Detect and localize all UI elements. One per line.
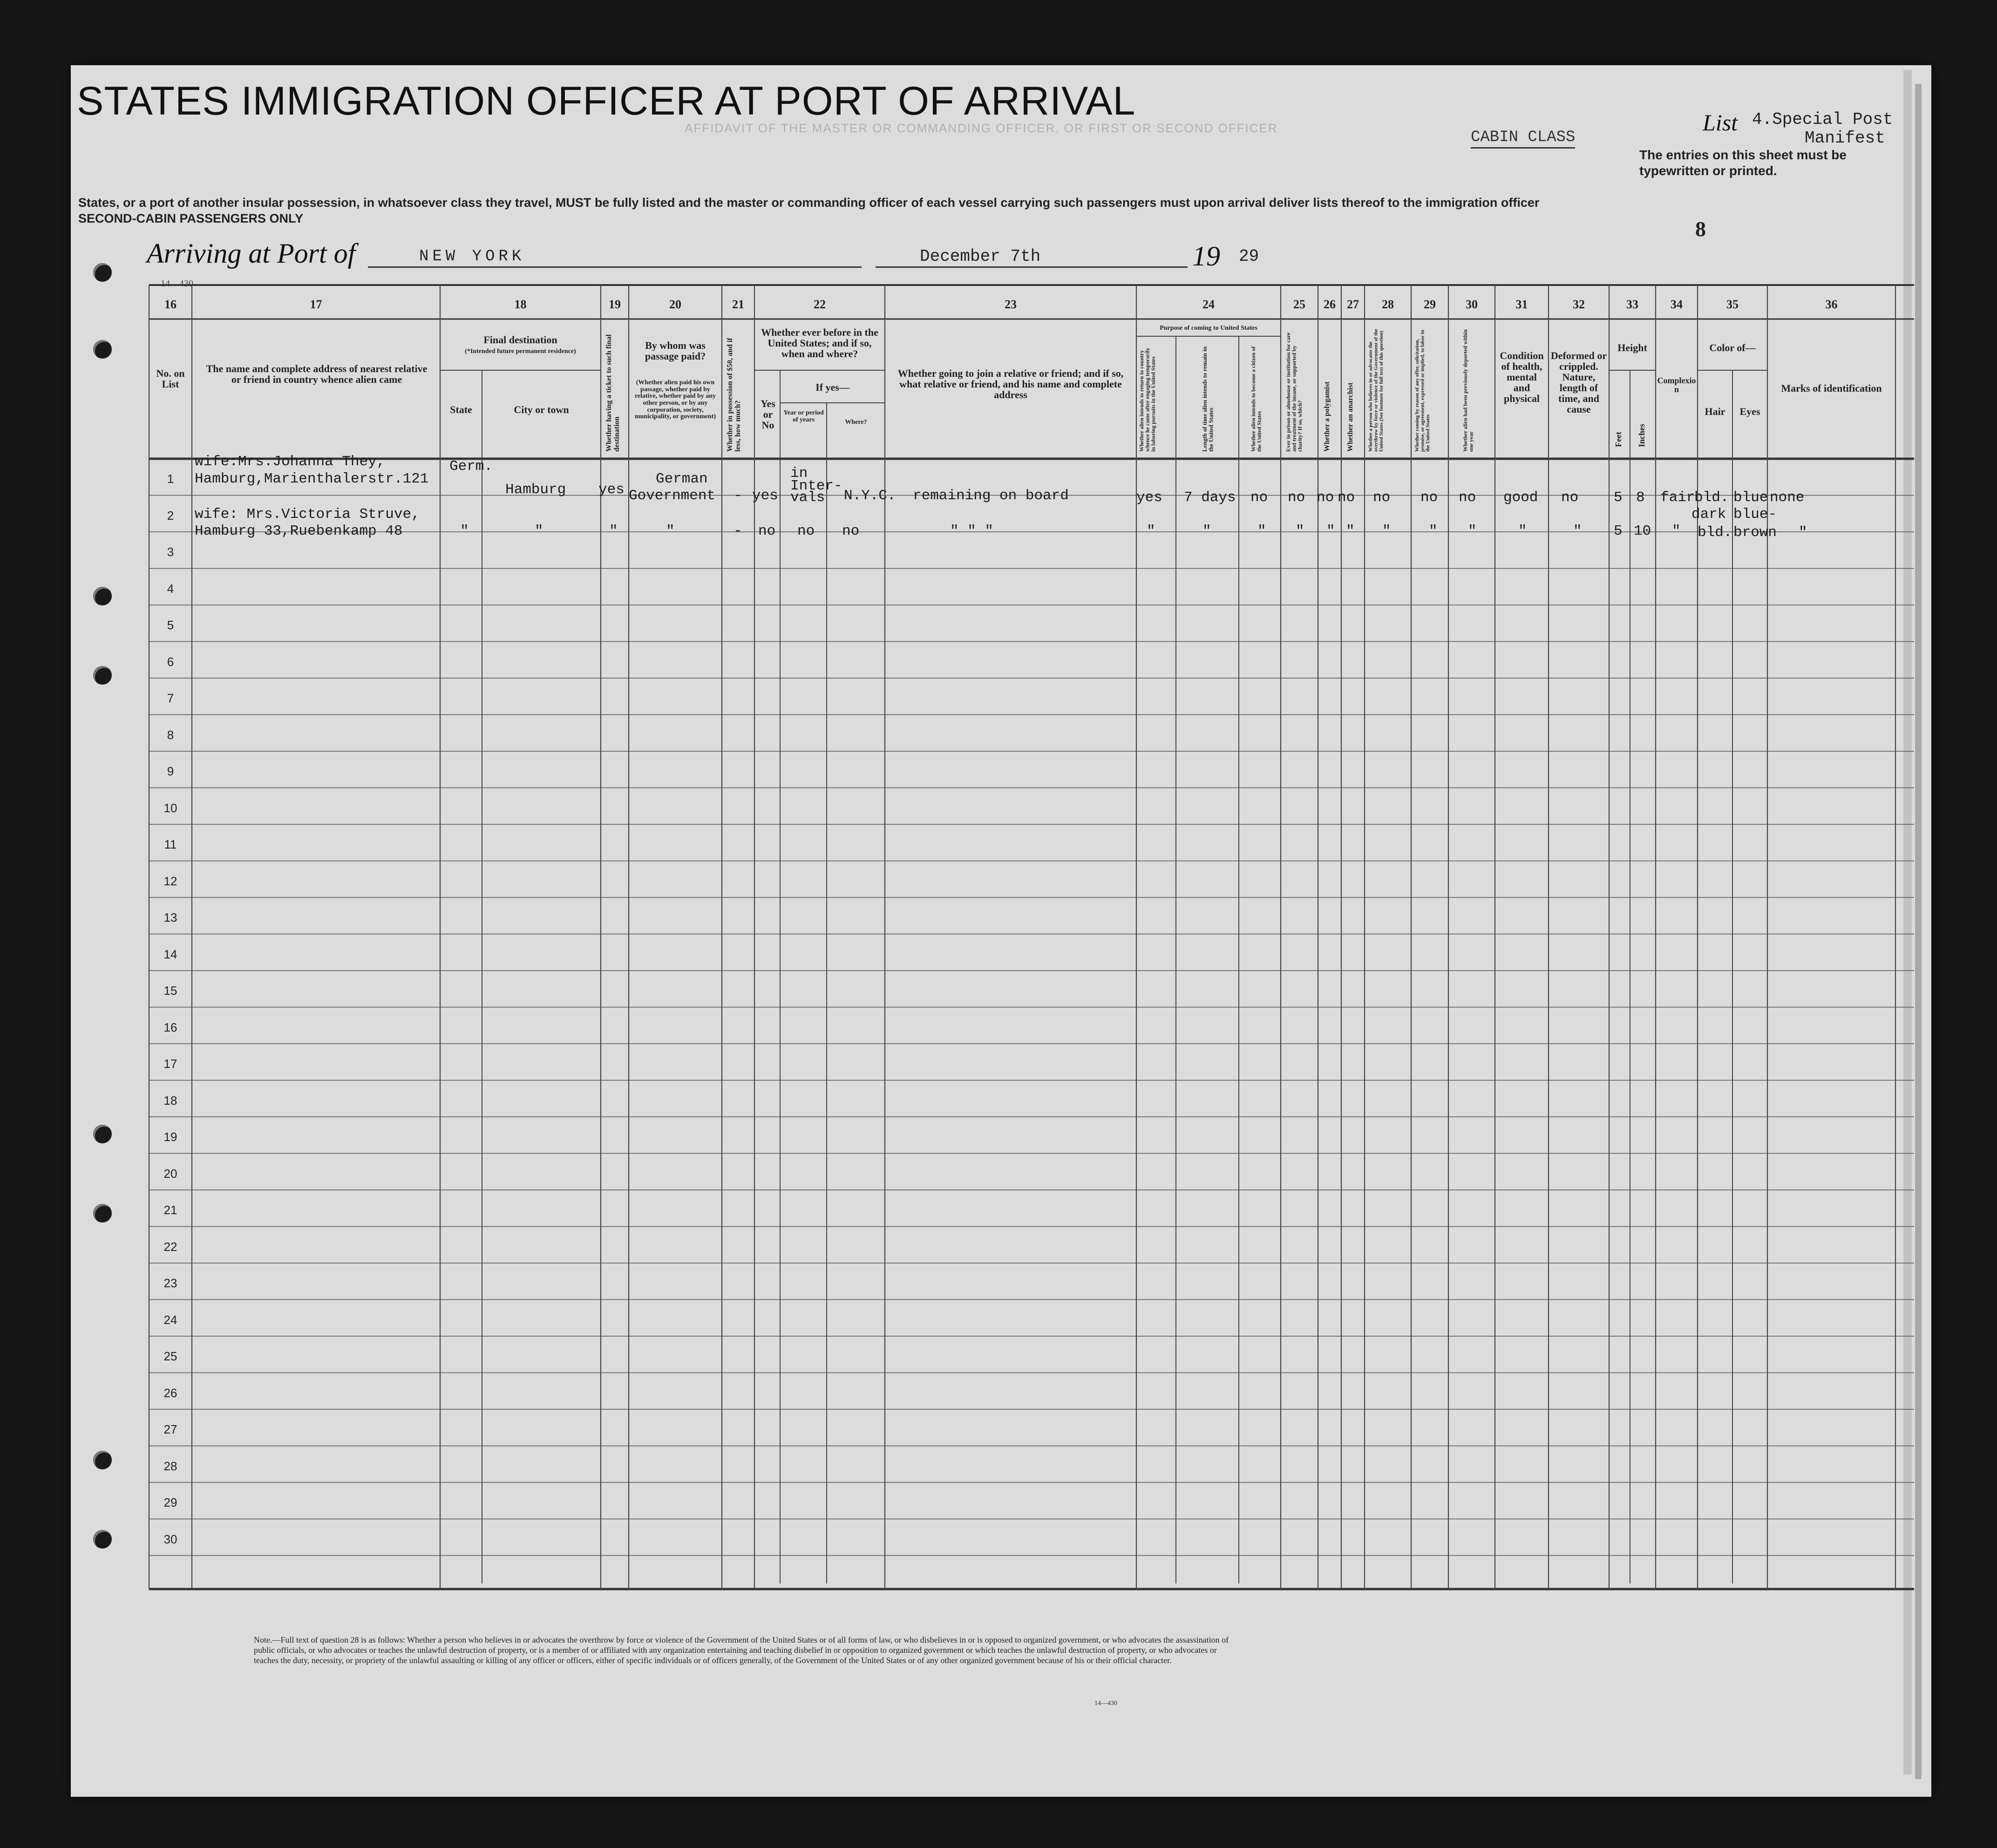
col-33-inches: Inches bbox=[1637, 423, 1646, 447]
row2-feet: 5 bbox=[1614, 523, 1623, 539]
row1-health: good bbox=[1503, 489, 1538, 506]
row1-ticket: yes bbox=[598, 482, 625, 498]
col-36-label: Marks of identification bbox=[1781, 382, 1882, 394]
row2-relative-line1: wife: Mrs.Victoria Struve, bbox=[195, 506, 420, 523]
row1-eyes: blue bbox=[1733, 489, 1768, 506]
col-16-label: No. on List bbox=[156, 367, 185, 390]
row1-anarchist: no bbox=[1338, 489, 1355, 506]
col-20-number: 20 bbox=[669, 298, 681, 311]
row-number: 2 bbox=[167, 508, 174, 523]
row-number: 15 bbox=[163, 984, 177, 998]
col-26-label: Whether a polygamist bbox=[1323, 381, 1331, 452]
row-number: 10 bbox=[163, 801, 177, 815]
row1-before-years-3: vals bbox=[790, 489, 825, 506]
row-number: 26 bbox=[163, 1386, 177, 1400]
instruction-line-2: SECOND-CABIN PASSENGERS ONLY bbox=[78, 211, 304, 225]
row-number: 14 bbox=[163, 947, 177, 961]
row1-offer: no bbox=[1420, 489, 1438, 506]
row1-before-yesno: yes bbox=[752, 488, 778, 504]
row-number: 1 bbox=[167, 472, 174, 486]
col-22-year: Year or period of years bbox=[783, 409, 824, 423]
row-number: 8 bbox=[167, 727, 174, 742]
row-number: 29 bbox=[163, 1495, 177, 1509]
row2-passage-line2: " bbox=[666, 523, 675, 539]
row1-marks: none bbox=[1770, 489, 1805, 506]
row-number: 17 bbox=[163, 1057, 177, 1071]
col-31-label: Condition of health, mental and physical bbox=[1500, 350, 1544, 405]
row-number: 30 bbox=[163, 1532, 177, 1546]
col-19-number: 19 bbox=[609, 298, 621, 311]
col-28-number: 28 bbox=[1382, 298, 1394, 311]
row-number: 20 bbox=[163, 1166, 177, 1181]
col-27-number: 27 bbox=[1347, 298, 1359, 311]
row2-state: " bbox=[460, 523, 469, 539]
sheet-number: 8 bbox=[1695, 217, 1706, 241]
row2-prison: " bbox=[1296, 523, 1304, 539]
row2-city: " bbox=[535, 523, 543, 539]
row2-join: " " " bbox=[950, 523, 994, 539]
row1-city: Hamburg bbox=[505, 482, 566, 498]
col-25-number: 25 bbox=[1293, 298, 1305, 311]
col-22-where: Where? bbox=[845, 419, 867, 426]
row2-length: " bbox=[1202, 523, 1211, 539]
year-prefix: 19 bbox=[1192, 241, 1220, 272]
row-number: 25 bbox=[163, 1349, 177, 1363]
port-value: NEW YORK bbox=[419, 248, 525, 265]
row1-before-where: N.Y.C. bbox=[844, 488, 896, 504]
row1-state: Germ. bbox=[449, 458, 493, 475]
col-18-label: Final destination bbox=[483, 334, 557, 346]
col-33-label: Height bbox=[1617, 342, 1647, 353]
row2-eyes-line1: blue- bbox=[1733, 506, 1777, 523]
col-31-number: 31 bbox=[1515, 298, 1528, 311]
row2-complexion: " bbox=[1672, 523, 1681, 539]
col-24-b: Length of time alien intends to remain in the United States bbox=[1201, 346, 1215, 452]
col-35-eyes: Eyes bbox=[1739, 406, 1760, 417]
entries-note: The entries on this sheet must be typewritten or printed. bbox=[1639, 148, 1847, 178]
row-number: 16 bbox=[163, 1020, 177, 1034]
col-18-number: 18 bbox=[514, 298, 527, 311]
page-title: STATES IMMIGRATION OFFICER AT PORT OF ARRIVAL bbox=[77, 79, 1136, 123]
col-18-state: State bbox=[450, 404, 472, 415]
cabin-class-stamp: CABIN CLASS bbox=[1471, 129, 1575, 149]
col-22-label: Whether ever before in the United States; and if so, when and where? bbox=[761, 326, 878, 360]
col-17-label: The name and complete address of nearest relative or friend in country whence alien came bbox=[206, 363, 428, 386]
col-35-label: Color of— bbox=[1709, 342, 1756, 353]
row1-polygamist: no bbox=[1317, 489, 1334, 506]
col-22-number: 22 bbox=[814, 298, 826, 311]
col-24-label: Purpose of coming to United States bbox=[1160, 325, 1257, 332]
year-suffix: 29 bbox=[1239, 247, 1259, 266]
col-32-number: 32 bbox=[1573, 298, 1585, 311]
col-23-label: Whether going to join a relative or friend; and if so, what relative or friend, and his name and complete address bbox=[897, 367, 1124, 401]
row-number: 9 bbox=[167, 764, 174, 778]
col-30-number: 30 bbox=[1466, 298, 1478, 311]
row2-citizen: " bbox=[1257, 523, 1266, 539]
row-number: 27 bbox=[163, 1422, 177, 1436]
col-24-c: Whether alien intends to become a citizen of the United States bbox=[1250, 346, 1263, 452]
row-number: 23 bbox=[163, 1276, 177, 1290]
col-29-label: Whether coming by reason of any offer, solicitation, promise, or agreement, expressed or implied, to labor in the United States bbox=[1414, 330, 1431, 452]
form-number: 14—430 bbox=[1094, 1700, 1117, 1707]
row1-passage-line1: German bbox=[656, 471, 708, 487]
col-33-number: 33 bbox=[1626, 298, 1638, 311]
row2-overthrow: " bbox=[1382, 523, 1391, 539]
col-26-number: 26 bbox=[1324, 298, 1336, 311]
row1-inches: 8 bbox=[1636, 489, 1645, 506]
row-number: 18 bbox=[163, 1093, 177, 1107]
col-30-label: Whether alien had been previously deported within one year bbox=[1462, 329, 1474, 452]
row-number: 28 bbox=[163, 1459, 177, 1473]
col-21-number: 21 bbox=[732, 298, 744, 311]
col-18-city: City or town bbox=[514, 404, 569, 415]
row2-anarchist: " bbox=[1346, 523, 1355, 539]
row1-length: 7 days bbox=[1184, 489, 1236, 506]
row-number: 5 bbox=[167, 618, 174, 632]
row2-inches: 10 bbox=[1634, 523, 1651, 539]
col-17-number: 17 bbox=[310, 298, 322, 311]
col-24-number: 24 bbox=[1202, 298, 1215, 311]
col-16-number: 16 bbox=[164, 298, 177, 311]
col-35-number: 35 bbox=[1726, 298, 1739, 311]
row2-marks: " bbox=[1799, 524, 1807, 541]
row1-passage-line2: Government bbox=[629, 488, 716, 504]
row2-offer: " bbox=[1429, 523, 1438, 539]
row-number: 4 bbox=[167, 581, 174, 596]
row2-return: " bbox=[1147, 523, 1155, 539]
row1-relative-line2: Hamburg,Marienthalerstr.121 bbox=[195, 471, 429, 487]
row1-deported: no bbox=[1459, 489, 1476, 506]
col-34-number: 34 bbox=[1671, 298, 1683, 311]
list-value-2: Manifest bbox=[1805, 129, 1885, 148]
col-27-label: Whether an anarchist bbox=[1346, 382, 1354, 452]
row2-relative-line2: Hamburg 33,Ruebenkamp 48 bbox=[195, 523, 403, 539]
row1-join: remaining on board bbox=[913, 488, 1069, 504]
row-number: 3 bbox=[167, 545, 174, 559]
row-number: 12 bbox=[163, 874, 177, 888]
row1-return: yes bbox=[1136, 489, 1162, 506]
row1-complexion: fair bbox=[1660, 489, 1695, 506]
row1-citizen: no bbox=[1250, 489, 1268, 506]
row2-before-yesno: no bbox=[758, 523, 776, 539]
row2-before-years-2: no bbox=[797, 523, 815, 539]
col-23-number: 23 bbox=[1005, 298, 1017, 311]
row1-relative-line1: wife:Mrs.Johanna They, bbox=[195, 454, 386, 470]
col-18-sub: (*Intended future permanent residence) bbox=[465, 348, 576, 355]
col-22-ifyes: If yes— bbox=[815, 381, 849, 393]
col-24-a: Whether alien intends to return to country whence he came after engaging temporarily in laboring pursuits in the United States bbox=[1138, 347, 1157, 452]
date-value: December 7th bbox=[920, 247, 1041, 266]
row2-health: " bbox=[1518, 523, 1527, 539]
col-19-label: Whether having a ticket to such final destination bbox=[605, 334, 621, 452]
row-number: 7 bbox=[167, 691, 174, 705]
row2-hair: bld. bbox=[1698, 524, 1732, 541]
bleed-through-text: AFFIDAVIT OF THE MASTER OR COMMANDING OFFICER, OR FIRST OR SECOND OFFICER bbox=[685, 121, 1278, 135]
row1-feet: 5 bbox=[1614, 489, 1623, 506]
row2-before-where: no bbox=[842, 523, 860, 539]
row-number: 11 bbox=[164, 837, 177, 851]
instruction-line-1: States, or a port of another insular possession, in whatsoever class they travel, MUST be fully listed and the master or commanding officer of each vessel carrying such passengers must upon arrival deliver lists thereof to the immigration officer bbox=[78, 196, 1540, 210]
col-35-hair: Hair bbox=[1705, 406, 1725, 417]
col-21-label: Whether in possession of $50, and if less, how much? bbox=[726, 338, 742, 452]
arriving-label: Arriving at Port of bbox=[147, 238, 356, 269]
row2-deported: " bbox=[1468, 523, 1477, 539]
row-number: 22 bbox=[163, 1239, 177, 1254]
row1-hair: bld. bbox=[1694, 489, 1729, 506]
row1-deformed: no bbox=[1561, 489, 1579, 506]
row2-polygamist: " bbox=[1326, 523, 1335, 539]
row2-deformed: " bbox=[1573, 523, 1582, 539]
row-number: 6 bbox=[167, 654, 174, 669]
row-number: 24 bbox=[163, 1312, 177, 1327]
list-value: 4.Special Post bbox=[1752, 110, 1893, 129]
row2-ticket: " bbox=[609, 523, 618, 539]
row-number: 19 bbox=[163, 1130, 177, 1144]
col-20-sub: (Whether alien paid his own passage, whether paid by relative, whether paid by any other person, or by any corporation, society, municipality, or government) bbox=[634, 379, 716, 421]
corner-mark: 14—430 bbox=[161, 279, 193, 289]
row-number: 21 bbox=[163, 1203, 177, 1217]
col-34-label: Complexion bbox=[1657, 376, 1696, 394]
row1-before-years-2: Inter- bbox=[790, 478, 842, 494]
col-32-label: Deformed or crippled. Nature, length of time, and cause bbox=[1550, 350, 1607, 415]
col-36-number: 36 bbox=[1825, 298, 1838, 311]
col-22-yesno: Yes or No bbox=[761, 398, 775, 431]
row1-money: - bbox=[734, 488, 742, 504]
col-29-number: 29 bbox=[1424, 298, 1436, 311]
row2-money: - bbox=[734, 523, 742, 539]
col-20-label: By whom was passage paid? bbox=[645, 340, 706, 362]
footnote: Note.—Full text of question 28 is as follows: Whether a person who believes in or advocates the overthrow by force or violence of the Government of the United States or of all forms of law, or who disbelieves in or is opposed to organized government, or who advocates the assassination of public officials, or who advocates or teaches the unlawful destruction of property, or is a member of or affiliated with any organization entertaining and teaching disbelief in or opposition to organized government or which teaches the unlawful destruction of property, or who advocates or teaches the duty, necessity, or propriety of the unlawful assaulting or killing of any officer or officers, either of specific individuals or of officers generally, of the Government of the United States or of any other organized government because of his or their official character. bbox=[254, 1635, 1229, 1665]
row2-hair-line1: dark bbox=[1691, 506, 1726, 523]
col-25-label: Ever in prison or almshouse or institution for care and treatment of the insane, or supported by charity? If so, which? bbox=[1285, 332, 1304, 452]
row1-prison: no bbox=[1288, 489, 1305, 506]
row1-overthrow: no bbox=[1373, 489, 1391, 506]
col-33-feet: Feet bbox=[1614, 432, 1623, 447]
list-label: List bbox=[1703, 109, 1738, 136]
row1-before-years-1: in bbox=[790, 465, 808, 482]
col-28-label: Whether a person who believes in or advocates the overthrow by force or violence of the Government of the United States (See footnote for full text of this question) bbox=[1368, 329, 1385, 452]
row-number: 13 bbox=[163, 910, 177, 924]
row2-eyes: brown bbox=[1733, 524, 1777, 541]
